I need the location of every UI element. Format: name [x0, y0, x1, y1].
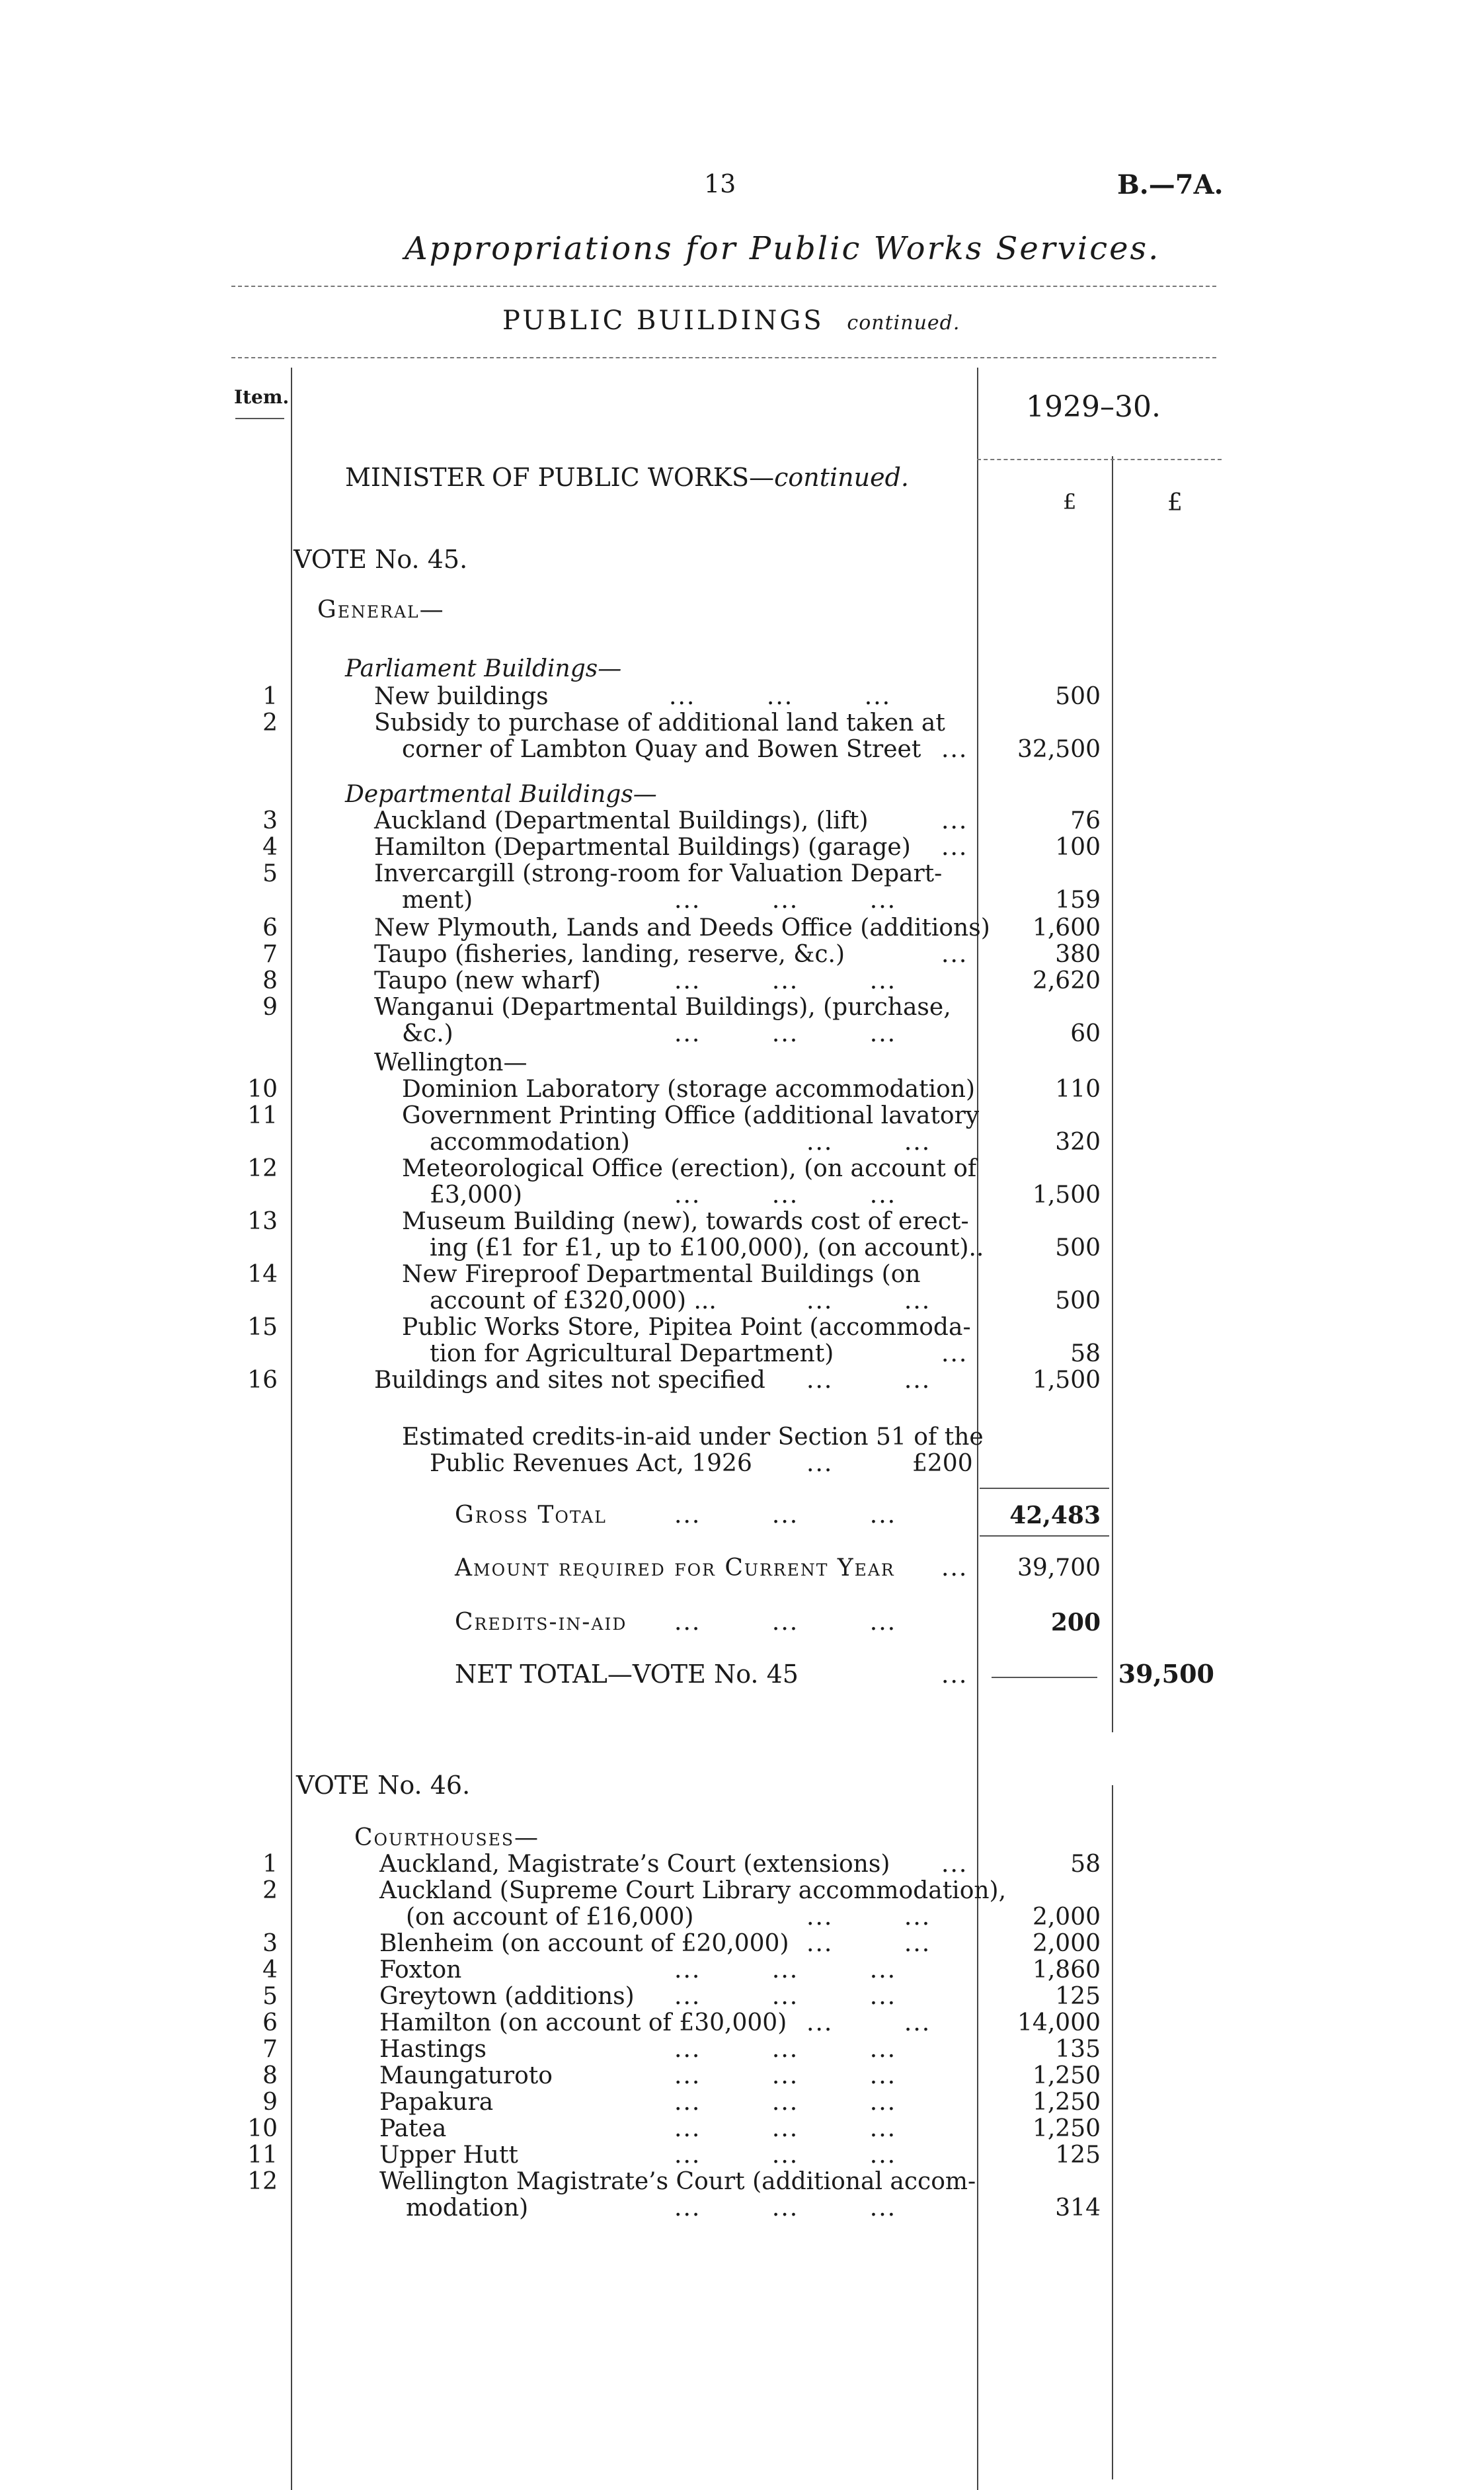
item-number: 16: [247, 1367, 278, 1394]
credits-in-aid-label: Credits-in-aid: [455, 1609, 627, 1636]
leader-dots: ... ... ...: [669, 683, 892, 710]
amount-required-label: Amount required for Current Year: [455, 1554, 895, 1582]
item-description: Wanganui (Departmental Buildings), (purchase,: [374, 994, 951, 1021]
item-header-rule: [235, 418, 284, 419]
leader-dots: ... ... ...: [674, 2115, 897, 2142]
leader-dots: ...: [941, 941, 968, 968]
item-amount: 1,500: [1032, 1367, 1101, 1394]
item-description: Taupo (fisheries, landing, reserve, &c.): [374, 941, 845, 968]
item-amount: 2,620: [1032, 967, 1101, 994]
section-name: PUBLIC BUILDINGS: [502, 305, 824, 336]
credits-note-line-2: Public Revenues Act, 1926: [430, 1450, 752, 1477]
item-description: &c.): [402, 1020, 453, 1047]
item-amount: 159: [1055, 887, 1101, 914]
item-number: 11: [247, 2142, 278, 2169]
item-description: £3,000): [430, 1182, 523, 1209]
year-column-header: 1929–30.: [1026, 390, 1161, 424]
item-amount: 76: [1070, 807, 1101, 834]
item-number: 7: [262, 941, 278, 968]
item-amount: 60: [1070, 1020, 1101, 1047]
amount-header-rule: [977, 459, 1222, 460]
item-description: Subsidy to purchase of additional land taken at: [374, 709, 945, 737]
item-description: Maungaturoto: [379, 2062, 553, 2089]
item-number: 8: [262, 967, 278, 994]
leader-dots: ... ...: [806, 1129, 931, 1156]
amount-required-value: 39,700: [1017, 1554, 1101, 1582]
item-description: Foxton: [379, 1956, 462, 1984]
section-continued: continued.: [847, 311, 960, 335]
item-number: 9: [262, 994, 278, 1021]
credits-note-amount: £200: [912, 1450, 973, 1477]
item-description: corner of Lambton Quay and Bowen Street: [402, 736, 921, 763]
item-amount: 1,250: [1032, 2062, 1101, 2089]
item-amount: 58: [1070, 1340, 1101, 1367]
item-description: New buildings: [374, 683, 549, 710]
item-amount: 32,500: [1017, 736, 1101, 763]
item-amount: 1,600: [1032, 914, 1101, 942]
vote-45-general-heading: General—: [317, 596, 445, 623]
leader-dots: ... ... ...: [674, 2194, 897, 2222]
net-total-label: NET TOTAL—VOTE No. 45: [455, 1660, 799, 1689]
leader-dots: ... ...: [806, 1367, 931, 1394]
item-description: New Fireproof Departmental Buildings (on: [402, 1261, 921, 1288]
item-amount: 380: [1055, 941, 1101, 968]
item-number: 8: [262, 2062, 278, 2089]
item-description: accommodation): [430, 1129, 630, 1156]
leader-dots: ... ... ...: [674, 1020, 897, 1047]
title-rule: [231, 286, 1216, 287]
item-amount: 2,000: [1032, 1904, 1101, 1931]
item-number: 4: [262, 1956, 278, 1984]
item-amount: 100: [1055, 834, 1101, 861]
leader-dots: ... ... ...: [674, 1983, 897, 2010]
departmental-buildings-heading: Departmental Buildings—: [345, 781, 657, 808]
document-reference: B.—7A.: [1117, 169, 1224, 200]
pound-column-2: £: [1167, 489, 1183, 516]
item-description: (on account of £16,000): [406, 1904, 694, 1931]
pound-column-1: £: [1063, 489, 1077, 514]
leader-dots: ... ... ...: [674, 2062, 897, 2089]
item-number: 12: [247, 1155, 278, 1182]
amount-column-rule-mid-lower: [1112, 1785, 1113, 2479]
page-title: Appropriations for Public Works Services.: [405, 230, 1161, 267]
item-amount: 500: [1055, 683, 1101, 710]
amount-required-dots: ...: [941, 1554, 968, 1582]
gross-total-amount: 42,483: [1009, 1502, 1101, 1529]
item-description: Hastings: [379, 2036, 487, 2063]
leader-dots: ... ...: [806, 2009, 931, 2036]
item-amount: 320: [1055, 1129, 1101, 1156]
parliament-buildings-heading: Parliament Buildings—: [345, 655, 622, 682]
item-description: Government Printing Office (additional lavatory: [402, 1102, 980, 1129]
item-number: 10: [247, 1076, 278, 1103]
item-description: tion for Agricultural Department): [430, 1340, 834, 1367]
leader-dots: ... ...: [806, 1930, 931, 1957]
net-total-dash: [992, 1677, 1097, 1678]
item-number: 2: [262, 709, 278, 737]
minister-continued: continued.: [774, 463, 909, 492]
item-amount: 58: [1070, 1851, 1101, 1878]
vote-45-title: VOTE No. 45.: [293, 545, 468, 574]
item-description: ment): [402, 887, 473, 914]
item-description: Museum Building (new), towards cost of erect-: [402, 1208, 969, 1235]
item-number: 3: [262, 1930, 278, 1957]
item-number: 9: [262, 2089, 278, 2116]
leader-dots: ... ... ...: [674, 967, 897, 994]
wellington-heading: Wellington—: [374, 1049, 527, 1076]
item-description: Upper Hutt: [379, 2142, 518, 2169]
item-number: 6: [262, 2009, 278, 2036]
item-amount: 125: [1055, 1983, 1101, 2010]
item-description: Papakura: [379, 2089, 494, 2116]
item-number: 7: [262, 2036, 278, 2063]
leader-dots: ... ... ...: [674, 887, 897, 914]
amount-column-rule-mid: [1112, 456, 1113, 1732]
leader-dots: ...: [941, 807, 968, 834]
gross-total-label: Gross Total: [455, 1502, 607, 1529]
leader-dots: ... ... ...: [674, 1956, 897, 1984]
section-heading: [502, 305, 960, 336]
item-number: 5: [262, 860, 278, 887]
item-amount: 500: [1055, 1287, 1101, 1314]
item-amount: 2,000: [1032, 1930, 1101, 1957]
item-description: New Plymouth, Lands and Deeds Office (additions): [374, 914, 990, 942]
leader-dots: ... ...: [806, 1287, 931, 1314]
page-number: 13: [704, 169, 736, 198]
item-amount: 14,000: [1017, 2009, 1101, 2036]
item-description: Public Works Store, Pipitea Point (accommoda-: [402, 1314, 971, 1341]
gross-total-dots: ... ... ...: [674, 1502, 897, 1529]
item-description: ing (£1 for £1, up to £100,000), (on account)..: [430, 1234, 984, 1262]
item-amount: 110: [1055, 1076, 1101, 1103]
item-description: Wellington Magistrate’s Court (additional accom-: [379, 2168, 976, 2195]
item-number: 2: [262, 1877, 278, 1904]
item-description: Greytown (additions): [379, 1983, 635, 2010]
leader-dots: ... ... ...: [674, 2036, 897, 2063]
credits-in-aid-value: 200: [1050, 1609, 1101, 1636]
leader-dots: ... ... ...: [674, 2089, 897, 2116]
credits-in-aid-dots: ... ... ...: [674, 1609, 897, 1636]
gross-total-rule: [980, 1488, 1109, 1489]
item-number: 5: [262, 1983, 278, 2010]
item-column-rule: [291, 368, 292, 2490]
item-amount: 500: [1055, 1234, 1101, 1262]
leader-dots: ...: [941, 1340, 968, 1367]
leader-dots: ...: [941, 736, 968, 763]
item-amount: 1,860: [1032, 1956, 1101, 1984]
item-number: 14: [247, 1261, 278, 1288]
item-number: 12: [247, 2168, 278, 2195]
item-description: Auckland, Magistrate’s Court (extensions): [379, 1851, 890, 1878]
credits-note-dots: ...: [806, 1450, 834, 1477]
leader-dots: ... ...: [806, 1904, 931, 1931]
item-number: 6: [262, 914, 278, 942]
item-description: Taupo (new wharf): [374, 967, 601, 994]
item-amount: 125: [1055, 2142, 1101, 2169]
leader-dots: ...: [941, 1851, 968, 1878]
item-number: 3: [262, 807, 278, 834]
net-total-value: 39,500: [1118, 1659, 1214, 1689]
item-description: Auckland (Supreme Court Library accommodation),: [379, 1877, 1007, 1904]
item-description: Patea: [379, 2115, 447, 2142]
item-amount: 1,250: [1032, 2089, 1101, 2116]
item-column-header: Item.: [234, 386, 290, 408]
item-number: 10: [247, 2115, 278, 2142]
item-description: Buildings and sites not specified: [374, 1367, 765, 1394]
section-rule: [231, 357, 1216, 358]
item-amount: 314: [1055, 2194, 1101, 2222]
item-number: 13: [247, 1208, 278, 1235]
item-description: Dominion Laboratory (storage accommodation): [402, 1076, 976, 1103]
gross-total-under-rule: [980, 1535, 1109, 1537]
minister-heading: [345, 463, 909, 492]
minister-label: MINISTER OF PUBLIC WORKS—: [345, 463, 775, 492]
item-number: 1: [262, 683, 278, 710]
item-description: account of £320,000) ...: [430, 1287, 717, 1314]
item-description: Blenheim (on account of £20,000): [379, 1930, 789, 1957]
item-amount: 1,500: [1032, 1182, 1101, 1209]
credits-note-line-1: Estimated credits-in-aid under Section 51 of the: [402, 1424, 984, 1451]
item-description: modation): [406, 2194, 529, 2222]
item-description: Meteorological Office (erection), (on account of: [402, 1155, 977, 1182]
item-description: Auckland (Departmental Buildings), (lift): [374, 807, 869, 834]
item-number: 15: [247, 1314, 278, 1341]
item-description: Hamilton (on account of £30,000): [379, 2009, 787, 2036]
vote-46-title: VOTE No. 46.: [296, 1771, 471, 1800]
courthouses-heading: Courthouses—: [354, 1824, 540, 1851]
item-amount: 135: [1055, 2036, 1101, 2063]
item-number: 11: [247, 1102, 278, 1129]
item-amount: 1,250: [1032, 2115, 1101, 2142]
item-number: 4: [262, 834, 278, 861]
item-number: 1: [262, 1851, 278, 1878]
leader-dots: ...: [941, 834, 968, 861]
leader-dots: ... ... ...: [674, 1182, 897, 1209]
net-total-dots: ...: [941, 1662, 968, 1689]
item-description: Invercargill (strong-room for Valuation Depart-: [374, 860, 943, 887]
item-description: Hamilton (Departmental Buildings) (garage): [374, 834, 911, 861]
leader-dots: ... ... ...: [674, 2142, 897, 2169]
